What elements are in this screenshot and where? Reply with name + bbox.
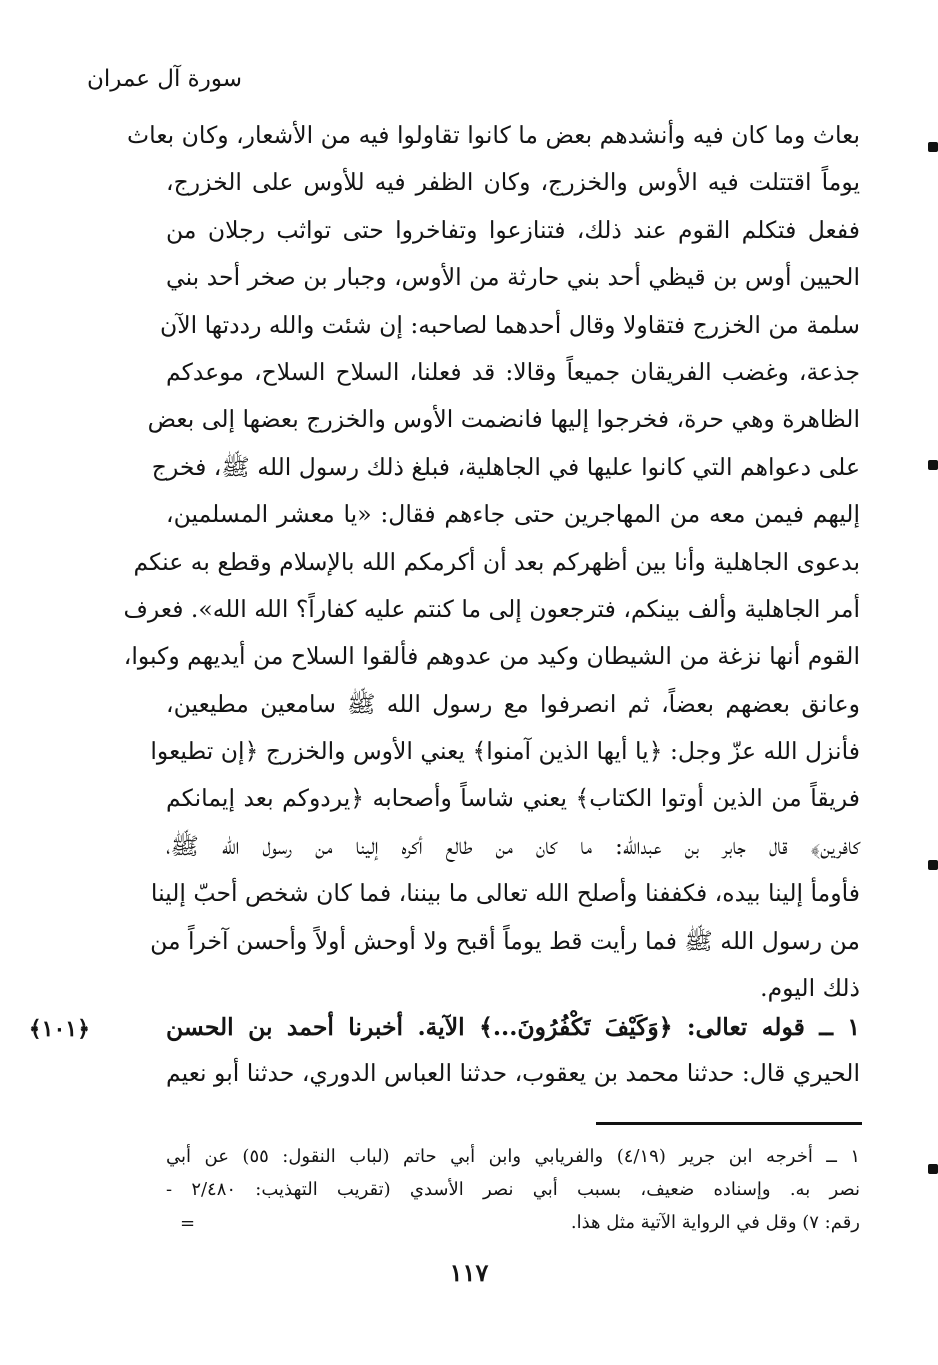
- text-line: فأومأ إلينا بيده، فكففنا وأصلح الله تعالى ما بيننا، فما كان شخص أحبّ إلينا: [150, 879, 860, 908]
- text-line: بعاث وما كان فيه وأنشدهم بعض ما كانوا تقاولوا فيه من الأشعار، وكان بعاث: [127, 121, 860, 149]
- binding-mark: [928, 1164, 938, 1174]
- footnote-line: رقم: ٧) وقل في الرواية الآتية مثل هذا.: [570, 1212, 860, 1233]
- text-line: وعانق بعضهم بعضاً، ثم انصرفوا مع رسول الله ﷺ سامعين مطيعين،: [166, 689, 860, 718]
- text-line: على دعواهم التي كانوا عليها في الجاهلية، فبلغ ذلك رسول الله ﷺ، فخرج: [151, 452, 860, 481]
- text-line: أمر الجاهلية وألف بينكم، فترجعون إلى ما كنتم عليه كفاراً؟ الله الله». فعرف: [123, 594, 860, 623]
- text-line: بدعوى الجاهلية وأنا بين أظهركم بعد أن أكرمكم الله بالإسلام وقطع به عنكم: [133, 547, 860, 576]
- section-heading-line: ١ ــ قوله تعالى: ﴿وَكَيْفَ تَكْفُرُونَ...﴾ الآية. أخبرنا أحمد بن الحسن: [166, 1013, 860, 1041]
- text-line: إليهم فيمن معه من المهاجرين حتى جاءهم فقال: «يا معشر المسلمين،: [166, 500, 860, 529]
- footnote-continuation-mark: =: [180, 1213, 196, 1234]
- footnote-line: ١ ــ أخرجه ابن جرير (٤/١٩) والفريابي وابن أبي حاتم (لباب النقول: ٥٥) عن أبي: [166, 1146, 860, 1167]
- binding-mark: [928, 142, 938, 152]
- text-line: ذلك اليوم.: [760, 974, 860, 1003]
- text-line: من رسول الله ﷺ فما رأيت قط يوماً أقبح ولا أوحش أولاً وأحسن آخراً من: [150, 926, 860, 955]
- text-line: فريقاً من الذين أوتوا الكتاب﴾ يعني شاساً وأصحابه ﴿يردوكم بعد إيمانكم: [166, 784, 860, 813]
- binding-mark: [928, 460, 938, 470]
- text-line: القوم أنها نزغة من الشيطان وكيد من عدوهم فألقوا السلاح من أيديهم وكبوا،: [123, 642, 860, 671]
- footnote-separator: [596, 1122, 862, 1125]
- text-line: الحيين أوس بن قيظي أحد بني حارثة من الأوس، وجبار بن صخر أحد بني: [166, 263, 860, 292]
- surah-title-header: سورة آل عمران: [86, 66, 242, 92]
- text-line: فأنزل الله عزّ وجل: ﴿يا أيها الذين آمنوا﴾ يعني الأوس والخزرج ﴿إن تطيعوا: [150, 737, 860, 766]
- verse-number: ﴿١٠١﴾: [28, 1016, 90, 1042]
- footnote-line: نصر به. وإسناده ضعيف، بسبب أبي نصر الأسدي (تقريب التهذيب: ٢/٤٨٠ -: [166, 1179, 860, 1200]
- section-text-line: الحيري قال: حدثنا محمد بن يعقوب، حدثنا العباس الدوري، حدثنا أبو نعيم: [165, 1059, 860, 1087]
- text-line: يوماً اقتتلت فيه الأوس والخزرج، وكان الظفر فيه للأوس على الخزرج،: [166, 168, 860, 197]
- text-line: سلمة من الخزرج فتقاولا وقال أحدهما لصاحبه: إن شئت والله رددتها الآن: [159, 310, 860, 339]
- binding-mark: [928, 860, 938, 870]
- page-number: ١١٧: [449, 1258, 489, 1287]
- footnotes-block: [166, 1140, 860, 1239]
- text-line: الظاهرة وهي حرة، فخرجوا إليها فانضمت الأوس والخزرج بعضها إلى بعض: [147, 405, 860, 434]
- text-line: كافرين﴾ قال جابر بن عبدالله: ما كان من طالع أكره إلينا من رسول الله ﷺ،: [166, 831, 860, 860]
- text-line: جذعة، وغضب الفريقان جميعاً وقالا: قد فعلنا، السلاح السلاح، موعدكم: [166, 357, 861, 386]
- main-text-block: [123, 112, 861, 1012]
- verse-section: [166, 1004, 860, 1096]
- text-line: ففعل فتكلم القوم عند ذلك، فتنازعوا وتفاخروا حتى تواثب رجلان من: [166, 215, 860, 244]
